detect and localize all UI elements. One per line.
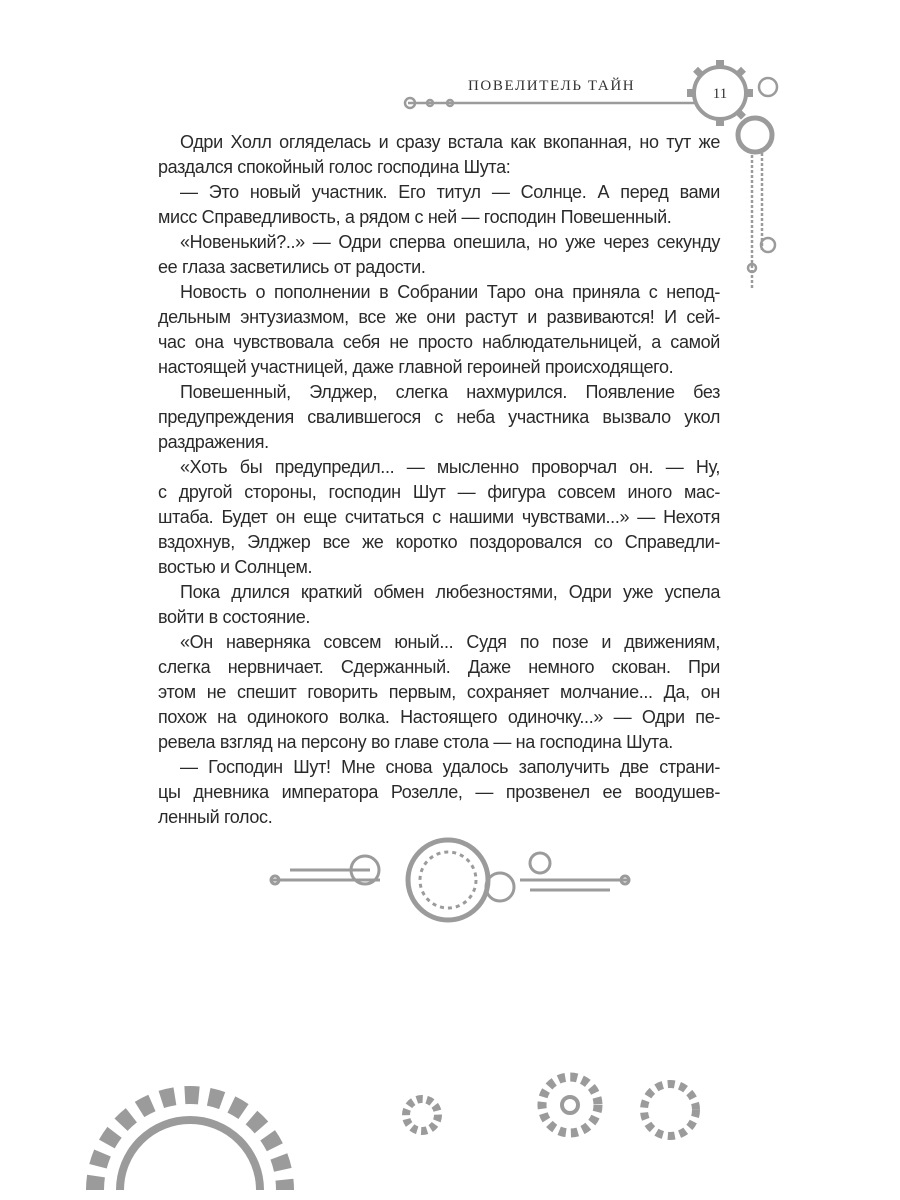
text-line: ее глаза засветились от радости. [158,257,426,277]
divider-ornament [0,835,900,935]
text-line: войти в состояние. [158,607,311,627]
text-line: с другой стороны, господин Шут — фигура совсем иного мас- [158,482,720,502]
page-number: 11 [712,86,728,102]
text-line: похож на одинокого волка. Настоящего одиночку...» — Одри пе- [158,707,720,727]
text-line: мисс Справедливость, а рядом с ней — господин Повешенный. [158,207,672,227]
body-text [158,130,720,830]
text-line: «Новенький?..» — Одри сперва опешила, но уже через секунду [180,232,720,252]
text-line: этом не спешит говорить первым, сохраняет молчание... Да, он [158,682,720,702]
text-line: Одри Холл огляделась и сразу встала как вкопанная, но тут же [180,132,720,152]
text-line: ревела взгляд на персону во главе стола — на господина Шута. [158,732,673,752]
text-line: Повешенный, Элджер, слегка нахмурился. Появление без [180,382,720,402]
text-line: цы дневника императора Розелле, — прозвенел ее воодушев- [158,782,720,802]
text-line: Новость о пополнении в Собрании Таро она приняла с непод- [180,282,720,302]
text-line: «Хоть бы предупредил... — мысленно проворчал он. — Ну, [180,457,720,477]
text-line: раздражения. [158,432,269,452]
text-line: настоящей участницей, даже главной героиней происходящего. [158,357,674,377]
text-line: Пока длился краткий обмен любезностями, Одри уже успела [180,582,720,602]
text-line: предупреждения свалившегося с неба участника вызвало укол [158,407,720,427]
text-line: востью и Солнцем. [158,557,313,577]
text-line: — Это новый участник. Его титул — Солнце. А перед вами [180,182,720,202]
text-line: — Господин Шут! Мне снова удалось заполучить две страни- [180,757,720,777]
gear-icon [542,1077,598,1133]
text-line: вздохнув, Элджер все же коротко поздоровался со Справедли- [158,532,720,552]
gear-icon [406,1099,438,1131]
text-line: ленный голос. [158,807,273,827]
text-line: дельным энтузиазмом, все же они растут и развиваются! И сей- [158,307,720,327]
text-line: слегка нервничает. Сдержанный. Даже немного скован. При [158,657,720,677]
text-line: «Он наверняка совсем юный... Судя по позе и движениям, [180,632,720,652]
gear-icon [644,1084,696,1136]
bottom-gears [0,1020,900,1200]
text-line: раздался спокойный голос господина Шута: [158,157,511,177]
text-line: штаба. Будет он еще считаться с нашими чувствами...» — Нехотя [158,507,720,527]
running-title: ПОВЕЛИТЕЛЬ ТАЙН [468,78,636,94]
text-line: час она чувствовала себя не просто наблюдательницей, а самой [158,332,720,352]
